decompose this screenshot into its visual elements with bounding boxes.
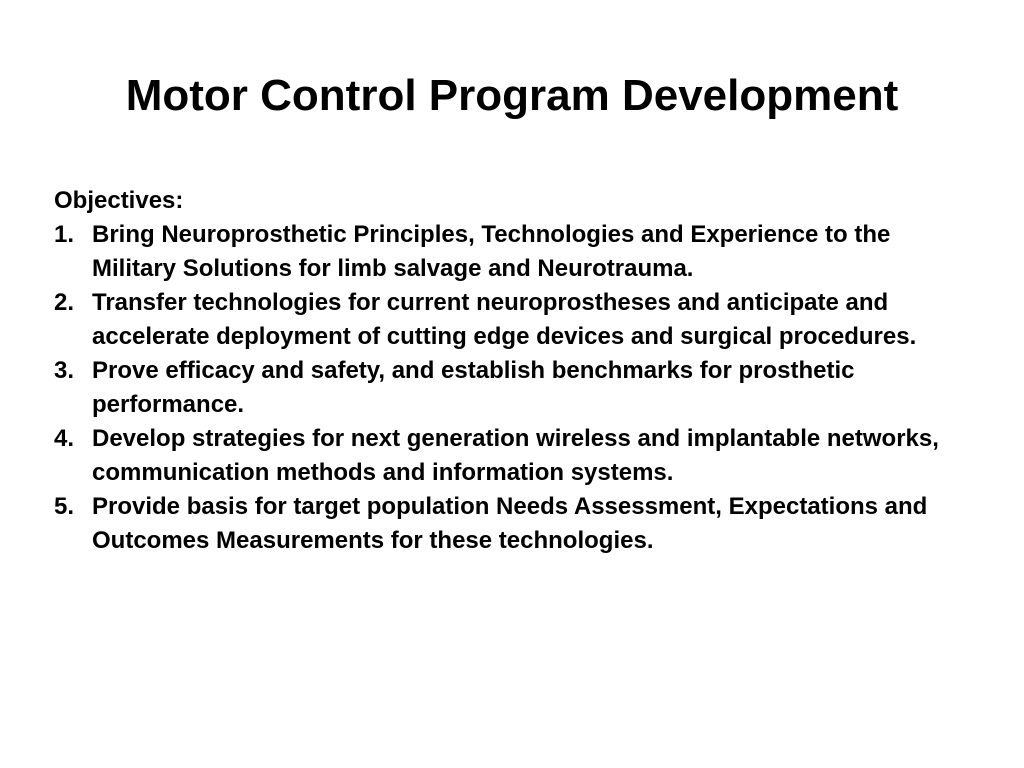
objective-text: Prove efficacy and safety, and establish benchmarks for prosthetic performance. [92,357,855,418]
objective-number: 5. [54,493,75,520]
objective-text: Provide basis for target population Needs Assessment, Expectations and Outcomes Measurements for these technologies. [92,493,928,554]
objectives-label: Objectives: [54,187,184,214]
objective-item [54,490,954,558]
objective-text: Develop strategies for next generation wireless and implantable networks, communication methods and information systems. [92,425,939,486]
objective-number: 1. [54,221,75,248]
objective-item [54,354,954,422]
objective-item [54,218,954,286]
objective-number: 2. [54,289,75,316]
slide-body [54,184,954,558]
objective-text: Transfer technologies for current neuroprostheses and anticipate and accelerate deployment of cutting edge devices and surgical procedures. [92,289,917,350]
objectives-list [54,218,954,558]
objective-number: 3. [54,357,75,384]
slide-title: Motor Control Program Development [125,71,899,120]
objective-item [54,422,954,490]
objective-text: Bring Neuroprosthetic Principles, Technologies and Experience to the Military Solutions for limb salvage and Neurotrauma. [92,221,891,282]
objective-item [54,286,954,354]
objective-number: 4. [54,425,75,452]
